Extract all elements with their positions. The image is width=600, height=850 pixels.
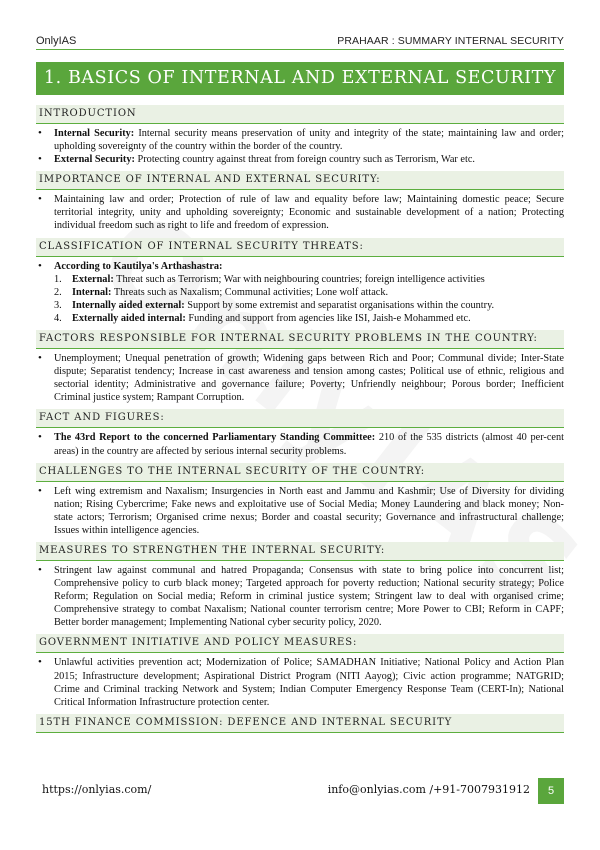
numbered-item: [36, 273, 564, 286]
footer-url-link[interactable]: https://onlyias.com/: [42, 783, 152, 796]
page-footer: [36, 778, 564, 800]
section-body: [36, 260, 564, 325]
section-heading: FACTORS RESPONSIBLE FOR INTERNAL SECURITY PROBLEMS IN THE COUNTRY:: [36, 330, 564, 349]
page-number: 5: [538, 778, 564, 804]
section-body: [36, 127, 564, 166]
item-term: Internally aided external:: [72, 299, 185, 311]
bullet-text: Unemployment; Unequal penetration of growth; Widening gaps between Rich and Poor; Communal divide; Inter-State dispute; Separatist tendency; Increase in cast awareness and tension among castes; Political use of ethnic, religious and sectorial identity; Administrative and governance failure; Poverty; Unfriendly neighbour; Porous border; Inefficient Criminal justice system; Rampant Corruption.: [54, 353, 564, 404]
bullet-item: [36, 485, 564, 537]
bullet-item: [36, 431, 564, 457]
bullet-list: [36, 564, 564, 629]
document-body: [36, 100, 564, 733]
bullet-list: [36, 260, 564, 273]
section-heading: 15TH FINANCE COMMISSION: DEFENCE AND INTERNAL SECURITY: [36, 714, 564, 733]
section-body: [36, 656, 564, 708]
item-number: 3.: [54, 299, 62, 311]
section-heading: CLASSIFICATION OF INTERNAL SECURITY THREATS:: [36, 238, 564, 257]
bullet-text: Maintaining law and order; Protection of rule of law and equality before law; Maintaining domestic peace; Secure territorial integrity, unity and upholding sovereignty; Economic and sustainable development of a nation; Protecting individual freedom such as right to life and freedom of expression.: [54, 194, 564, 232]
item-term: External:: [72, 273, 114, 285]
bullet-text: Internal security means preservation of unity and integrity of the state; maintaining law and order; upholding sovereignty of the country within the border of the country.: [54, 128, 564, 153]
footer-contact: info@onlyias.com /+91-7007931912: [327, 783, 530, 796]
section-heading: INTRODUCTION: [36, 105, 564, 124]
numbered-item: [36, 286, 564, 299]
item-text: Threat such as Terrorism; War with neighbouring countries; foreign intelligence activities: [113, 273, 485, 285]
bullet-text: 210 of the 535 districts (almost 40 per-cent areas) in the country are affected by serious internal security problems.: [54, 432, 564, 457]
item-number: 4.: [54, 312, 62, 324]
bullet-term: Internal Security:: [54, 128, 135, 139]
section-body: [36, 193, 564, 232]
item-number: 2.: [54, 286, 62, 298]
bullet-text: Unlawful activities prevention act; Modernization of Police; SAMADHAN Initiative; National Policy and Action Plan 2015; Infrastructure development; Aspirational District Program (NITI Aayog); Civic action programme; NATGRID; Crime and Criminal tracking Network and System; Indian Computer Emergency Response Team (CERT-In); National Critical Information Infrastructure protection center.: [54, 657, 564, 708]
bullet-term: External Security:: [54, 154, 135, 166]
bullet-item: [36, 352, 564, 404]
section-body: [36, 431, 564, 457]
item-text: Threats such as Naxalism; Communal activities; Lone wolf attack.: [111, 286, 389, 298]
header-document-title: PRAHAAR : SUMMARY INTERNAL SECURITY: [337, 35, 564, 47]
bullet-text: Protecting country against threat from foreign country such as Terrorism, War etc.: [134, 154, 475, 166]
chapter-title: 1. BASICS OF INTERNAL AND EXTERNAL SECURITY: [36, 62, 564, 95]
bullet-term: According to Kautilya's Arthashastra:: [54, 260, 223, 272]
numbered-item: [36, 299, 564, 312]
bullet-list: [36, 127, 564, 166]
bullet-term: The 43rd Report to the concerned Parliamentary Standing Committee:: [54, 432, 376, 444]
section-heading: FACT AND FIGURES:: [36, 409, 564, 428]
bullet-item: [36, 564, 564, 629]
item-term: Internal:: [72, 286, 112, 298]
bullet-item: [36, 127, 564, 153]
item-number: 1.: [54, 273, 62, 285]
numbered-list: [36, 273, 564, 325]
section-body: [36, 485, 564, 537]
header-brand: OnlyIAS: [36, 35, 77, 47]
bullet-item: [36, 153, 564, 166]
bullet-list: [36, 431, 564, 457]
numbered-item: [36, 312, 564, 325]
page-header: [36, 32, 564, 50]
bullet-item: [36, 260, 564, 273]
bullet-item: [36, 193, 564, 232]
bullet-text: Stringent law against communal and hatred Propaganda; Consensus with state to bring police into concurrent list; Comprehensive policy to curb black money; Targeted approach for poverty reduction; National security strategy; Police Reform; Regulation on Social media; Reform in criminal justice system; Stringent law to deal with organised crime; Comprehensive strategy to combat Naxalism; National counter terrorism centre; More Power to CBI; Reform in CAPF; Better border management; Implementing National cyber security policy, 2020.: [54, 564, 564, 629]
section-heading: MEASURES TO STRENGTHEN THE INTERNAL SECURITY:: [36, 542, 564, 561]
section-heading: GOVERNMENT INITIATIVE AND POLICY MEASURES:: [36, 634, 564, 653]
bullet-list: [36, 656, 564, 708]
item-text: Support by some extremist and separatist organisations within the country.: [184, 299, 495, 311]
section-heading: CHALLENGES TO THE INTERNAL SECURITY OF THE COUNTRY:: [36, 463, 564, 482]
bullet-text: Left wing extremism and Naxalism; Insurgencies in North east and Jammu and Kashmir; Use of Diversity for dividing nation; Rising Cybercrime; Fake news and exploitative use of Social Media; Money Laundering and black money; Non-state actors; Terrorism; Organised crime nexus; Border and coastal security; Governance and infrastructural challenge; Issues within intelligence agencies.: [54, 485, 564, 536]
item-text: Funding and support from agencies like ISI, Jaish-e Mohammed etc.: [185, 312, 471, 324]
section-body: [36, 352, 564, 404]
item-term: Externally aided internal:: [72, 312, 186, 324]
bullet-item: [36, 656, 564, 708]
bullet-list: [36, 193, 564, 232]
bullet-list: [36, 485, 564, 537]
section-heading: IMPORTANCE OF INTERNAL AND EXTERNAL SECURITY:: [36, 171, 564, 190]
section-body: [36, 564, 564, 629]
bullet-list: [36, 352, 564, 404]
